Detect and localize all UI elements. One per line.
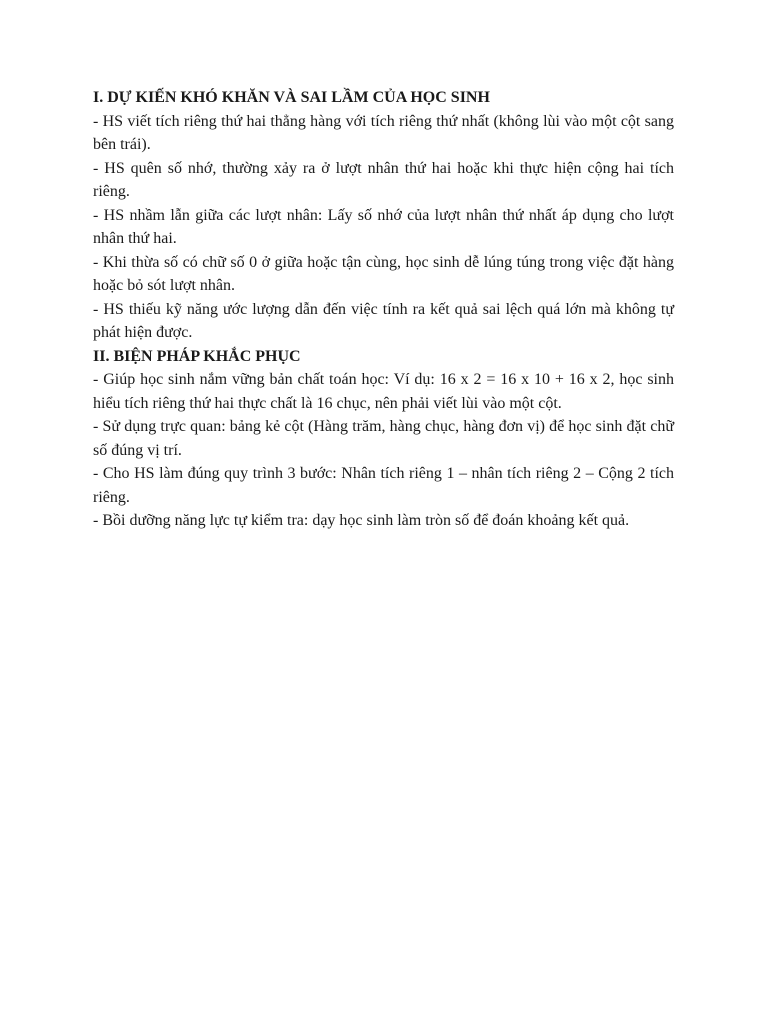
section-1-item-4: - Khi thừa số có chữ số 0 ở giữa hoặc tận cùng, học sinh dễ lúng túng trong việc đặt hàng hoặc bỏ sót lượt nhân. — [93, 253, 674, 294]
section-1-item-2: - HS quên số nhớ, thường xảy ra ở lượt nhân thứ hai hoặc khi thực hiện cộng hai tích riêng. — [93, 159, 674, 200]
section-2-item-3: - Cho HS làm đúng quy trình 3 bước: Nhân tích riêng 1 – nhân tích riêng 2 – Cộng 2 tích riêng. — [93, 465, 674, 506]
section-1-item-3: - HS nhầm lẫn giữa các lượt nhân: Lấy số nhớ của lượt nhân thứ nhất áp dụng cho lượt nhân thứ hai. — [93, 206, 674, 247]
section-1-heading: I. DỰ KIẾN KHÓ KHĂN VÀ SAI LẦM CỦA HỌC SINH — [93, 89, 490, 106]
section-2-item-4: - Bồi dưỡng năng lực tự kiểm tra: dạy học sinh làm tròn số để đoán khoảng kết quả. — [93, 512, 630, 529]
document-page — [93, 86, 674, 533]
section-2-item-1: - Giúp học sinh nắm vững bản chất toán học: Ví dụ: 16 x 2 = 16 x 10 + 16 x 2, học sinh hiểu tích riêng thứ hai thực chất là 16 chục, nên phải viết lùi vào một cột. — [93, 371, 674, 412]
section-2-heading: II. BIỆN PHÁP KHẮC PHỤC — [93, 347, 301, 365]
section-2-item-2: - Sử dụng trực quan: bảng kẻ cột (Hàng trăm, hàng chục, hàng đơn vị) để học sinh đặt chữ số đúng vị trí. — [93, 418, 674, 459]
section-1-item-1: - HS viết tích riêng thứ hai thẳng hàng với tích riêng thứ nhất (không lùi vào một cột sang bên trái). — [93, 112, 674, 153]
section-1-item-5: - HS thiếu kỹ năng ước lượng dẫn đến việc tính ra kết quả sai lệch quá lớn mà không tự phát hiện được. — [93, 300, 674, 341]
